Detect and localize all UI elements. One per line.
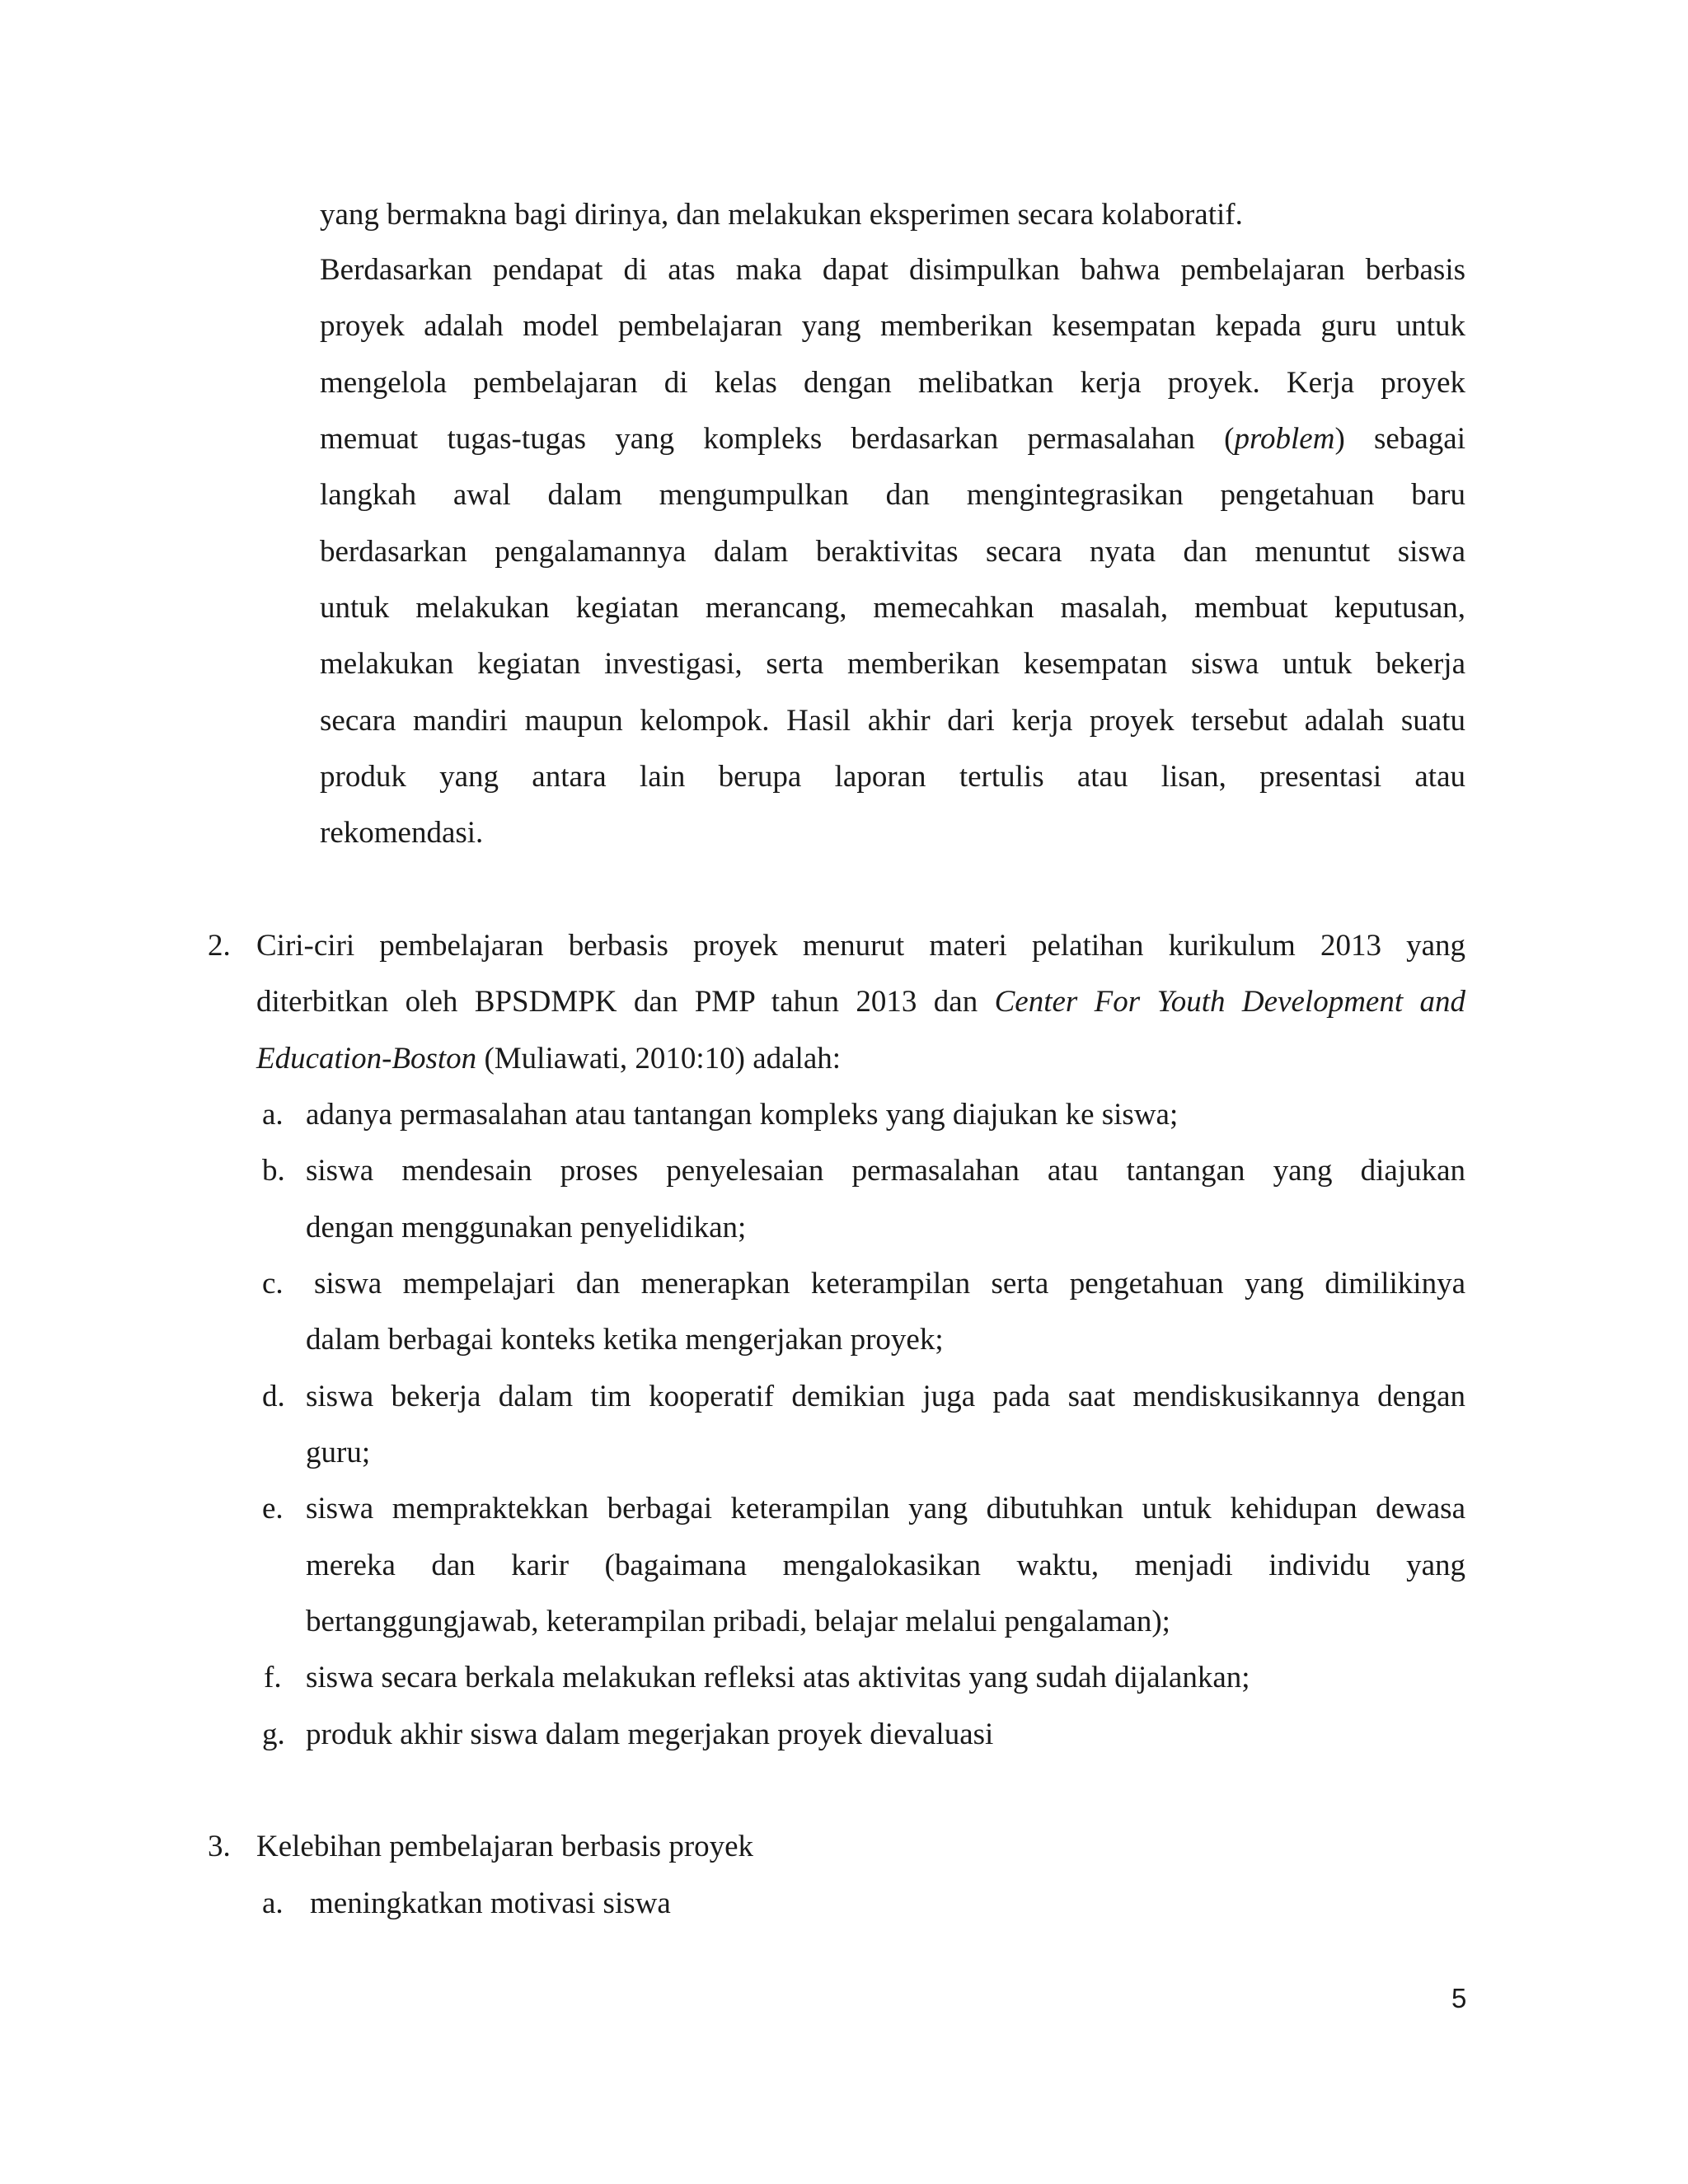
list-item-line: dalam berbagai konteks ketika mengerjakan proyek; [306,1323,944,1357]
list-item-line: siswa mempelajari dan menerapkan keterampilan serta pengetahuan yang dimilikinya [314,1267,1465,1301]
list-letter: b. [262,1154,285,1188]
section-number: 3. [208,1830,231,1863]
list-letter: e. [262,1492,284,1526]
paragraph-line: secara mandiri maupun kelompok. Hasil akhir dari kerja proyek tersebut adalah suatu [320,704,1465,738]
paragraph-line: untuk melakukan kegiatan merancang, memecahkan masalah, membuat keputusan, [320,591,1465,625]
italic-term: problem [1234,422,1335,456]
paragraph-line: Berdasarkan pendapat di atas maka dapat disimpulkan bahwa pembelajaran berbasis [320,253,1465,287]
list-letter: c. [262,1267,284,1301]
list-item-line: bertanggungjawab, keterampilan pribadi, belajar melalui pengalaman); [306,1605,1170,1638]
list-item-line: produk akhir siswa dalam megerjakan proyek dievaluasi [306,1718,994,1751]
list-item-line: siswa mendesain proses penyelesaian permasalahan atau tantangan yang diajukan [306,1154,1465,1188]
section-intro-line [256,1038,841,1080]
italic-source: Education-Boston [256,1042,477,1076]
paragraph-line: produk yang antara lain berupa laporan tertulis atau lisan, presentasi atau [320,760,1465,794]
paragraph-line: mengelola pembelajaran di kelas dengan melibatkan kerja proyek. Kerja proyek [320,366,1465,400]
section-title: Kelebihan pembelajaran berbasis proyek [256,1830,754,1863]
list-item-line: adanya permasalahan atau tantangan kompleks yang diajukan ke siswa; [306,1098,1179,1132]
list-letter: f. [264,1661,282,1694]
italic-source: Center For Youth Development and [994,985,1466,1019]
section-intro-text: (Muliawati, 2010:10) adalah: [476,1042,842,1076]
paragraph-line: proyek adalah model pembelajaran yang memberikan kesempatan kepada guru untuk [320,309,1465,343]
paragraph-line: berdasarkan pengalamannya dalam beraktivitas secara nyata dan menuntut siswa [320,535,1465,569]
list-item-line: siswa secara berkala melakukan refleksi atas aktivitas yang sudah dijalankan; [306,1661,1250,1694]
list-item-line: siswa bekerja dalam tim kooperatif demikian juga pada saat mendiskusikannya dengan [306,1380,1465,1413]
section-intro-line [256,982,1465,1023]
list-item-line: guru; [306,1436,371,1469]
paragraph-text: memuat tugas-tugas yang kompleks berdasarkan permasalahan ( [320,422,1235,456]
list-letter: g. [262,1718,285,1751]
paragraph-continuation-line: yang bermakna bagi dirinya, dan melakukan eksperimen secara kolaboratif. [320,198,1243,232]
list-item-line: meningkatkan motivasi siswa [310,1886,671,1920]
list-letter: a. [262,1098,284,1132]
list-item-line: dengan menggunakan penyelidikan; [306,1211,747,1244]
section-intro-line: Ciri-ciri pembelajaran berbasis proyek menurut materi pelatihan kurikulum 2013 yang [256,929,1465,963]
list-letter: d. [262,1380,285,1413]
section-number: 2. [208,929,231,963]
list-item-line: mereka dan karir (bagaimana mengalokasikan waktu, menjadi individu yang [306,1549,1465,1582]
paragraph-line [320,419,1465,460]
paragraph-line: melakukan kegiatan investigasi, serta memberikan kesempatan siswa untuk bekerja [320,647,1465,681]
list-letter: a. [262,1886,284,1920]
section-intro-text: diterbitkan oleh BPSDMPK dan PMP tahun 2013 dan [256,985,995,1019]
paragraph-text: ) sebagai [1334,422,1465,456]
page-number: 5 [1451,1983,1467,2013]
paragraph-line: rekomendasi. [320,816,484,850]
paragraph-line: langkah awal dalam mengumpulkan dan mengintegrasikan pengetahuan baru [320,478,1465,512]
list-item-line: siswa mempraktekkan berbagai keterampilan yang dibutuhkan untuk kehidupan dewasa [306,1492,1465,1526]
